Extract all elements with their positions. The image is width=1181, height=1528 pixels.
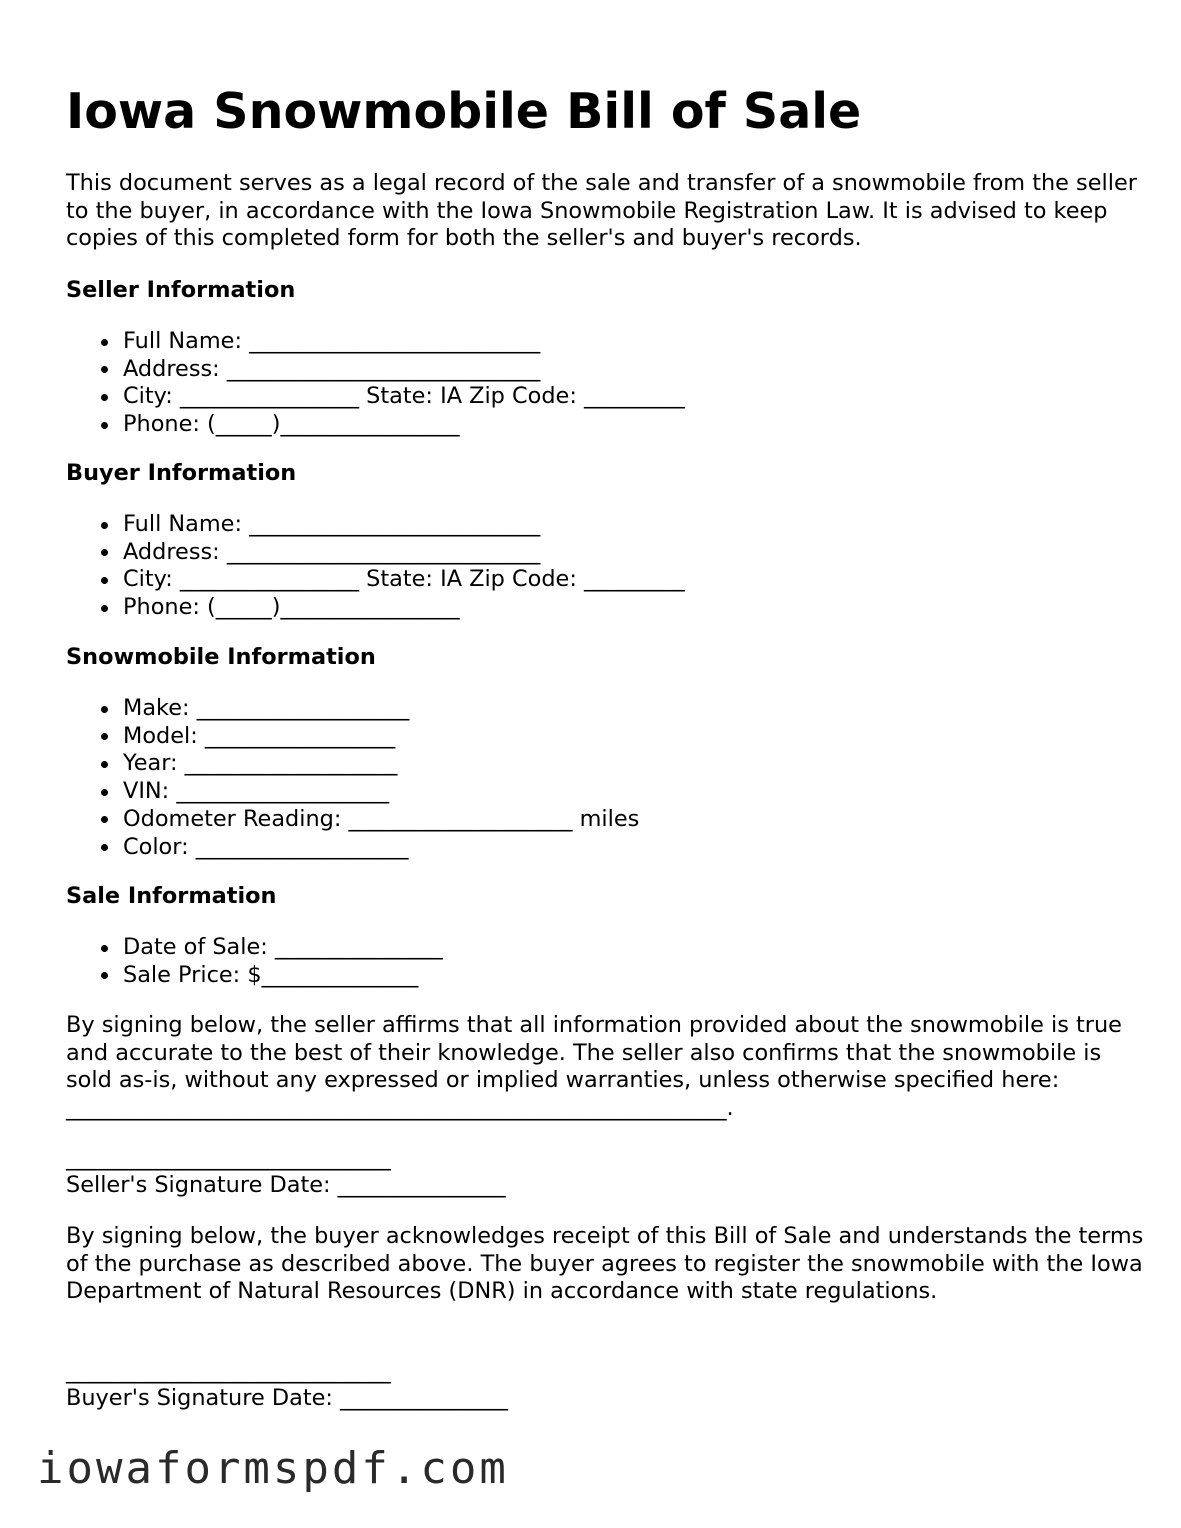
site-watermark: iowaformspdf.com: [37, 1443, 509, 1494]
intro-paragraph: This document serves as a legal record of the sale and transfer of a snowmobile from the seller to the buyer, in accordance with the Iowa Snowmobile Registration Law. It is advised to keep copies of this completed form for both the seller's and buyer's records.: [66, 170, 1137, 252]
seller-city-state-zip-field[interactable]: City: ________________ State: IA Zip Code: _________: [66, 383, 685, 411]
snowmobile-field-list: [66, 695, 639, 861]
buyer-address-field[interactable]: Address: ____________________________: [66, 539, 685, 567]
snowmobile-make-field[interactable]: Make: ___________________: [66, 695, 639, 723]
buyer-city-state-zip-field[interactable]: City: ________________ State: IA Zip Code: _________: [66, 566, 685, 594]
seller-section-heading: Seller Information: [66, 277, 296, 303]
snowmobile-vin-field[interactable]: VIN: ___________________: [66, 778, 639, 806]
snowmobile-model-field[interactable]: Model: _________________: [66, 723, 639, 751]
sale-field-list: [66, 934, 443, 989]
buyer-phone-field[interactable]: Phone: (_____)________________: [66, 594, 685, 622]
snowmobile-odometer-field[interactable]: Odometer Reading: ____________________ miles: [66, 806, 639, 834]
seller-address-field[interactable]: Address: ____________________________: [66, 356, 685, 384]
snowmobile-year-field[interactable]: Year: ___________________: [66, 750, 639, 778]
sale-section-heading: Sale Information: [66, 883, 277, 909]
seller-affirmation-paragraph: By signing below, the seller affirms that all information provided about the snowmobile is true and accurate to the best of their knowledge. The seller also confirms that the snowmobile is sold as-is, without any expressed or implied warranties, unless otherwise specified here: ___________________________________________________________.: [66, 1012, 1122, 1122]
seller-field-list: [66, 328, 685, 439]
snowmobile-section-heading: Snowmobile Information: [66, 644, 376, 670]
sale-price-field[interactable]: Sale Price: $______________: [66, 962, 443, 990]
buyer-signature-date-label[interactable]: Buyer's Signature Date: _______________: [66, 1385, 508, 1411]
seller-signature-line[interactable]: _____________________________: [66, 1145, 391, 1171]
buyer-section-heading: Buyer Information: [66, 460, 297, 486]
sale-date-field[interactable]: Date of Sale: _______________: [66, 934, 443, 962]
seller-phone-field[interactable]: Phone: (_____)________________: [66, 411, 685, 439]
snowmobile-color-field[interactable]: Color: ___________________: [66, 834, 639, 862]
buyer-acknowledgement-paragraph: By signing below, the buyer acknowledges receipt of this Bill of Sale and understands the terms of the purchase as described above. The buyer agrees to register the snowmobile with the Iowa Department of Natural Resources (DNR) in accordance with state regulations.: [66, 1223, 1144, 1305]
buyer-field-list: [66, 511, 685, 622]
buyer-signature-line[interactable]: _____________________________: [66, 1358, 391, 1384]
seller-full-name-field[interactable]: Full Name: __________________________: [66, 328, 685, 356]
seller-signature-date-label[interactable]: Seller's Signature Date: _______________: [66, 1172, 506, 1198]
buyer-full-name-field[interactable]: Full Name: __________________________: [66, 511, 685, 539]
document-title: Iowa Snowmobile Bill of Sale: [66, 83, 862, 140]
